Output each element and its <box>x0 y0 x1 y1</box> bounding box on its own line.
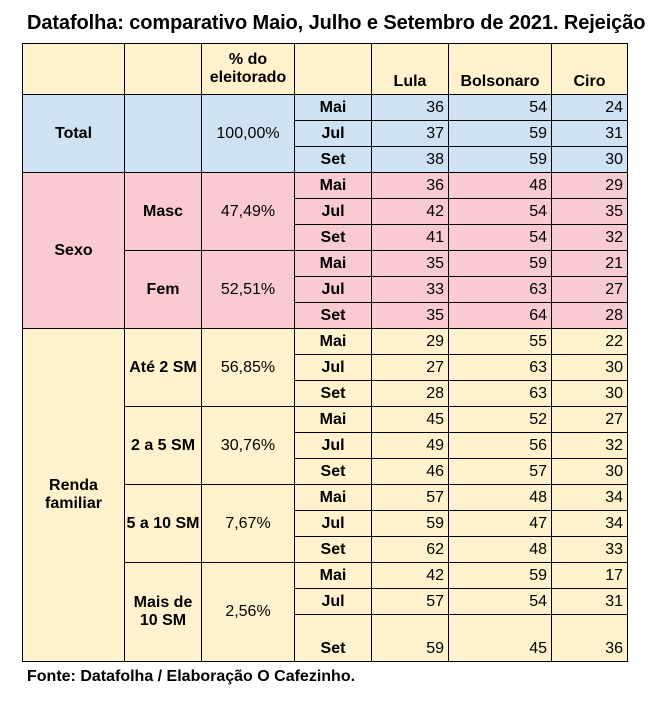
value-bolsonaro: 54 <box>449 199 552 225</box>
value-bolsonaro: 63 <box>449 355 552 381</box>
value-ciro: 30 <box>552 381 628 407</box>
rejection-table <box>22 43 628 662</box>
period-label: Mai <box>295 563 372 589</box>
period-label: Jul <box>295 121 372 147</box>
subgroup-label: 5 a 10 SM <box>125 485 202 563</box>
value-lula: 42 <box>372 563 449 589</box>
value-lula: 29 <box>372 329 449 355</box>
value-ciro: 36 <box>552 615 628 662</box>
value-lula: 57 <box>372 485 449 511</box>
period-label: Jul <box>295 199 372 225</box>
period-label: Jul <box>295 589 372 615</box>
header-row <box>23 44 628 95</box>
value-lula: 42 <box>372 199 449 225</box>
value-lula: 28 <box>372 381 449 407</box>
header-lula: Lula <box>372 44 449 95</box>
electorate-share: 100,00% <box>202 95 295 173</box>
value-bolsonaro: 59 <box>449 563 552 589</box>
value-bolsonaro: 64 <box>449 303 552 329</box>
value-bolsonaro: 48 <box>449 485 552 511</box>
period-label: Mai <box>295 251 372 277</box>
value-lula: 36 <box>372 95 449 121</box>
value-bolsonaro: 45 <box>449 615 552 662</box>
period-label: Jul <box>295 355 372 381</box>
period-label: Set <box>295 459 372 485</box>
table-row <box>23 173 628 199</box>
period-label: Set <box>295 381 372 407</box>
period-label: Jul <box>295 433 372 459</box>
subgroup-label: Até 2 SM <box>125 329 202 407</box>
value-bolsonaro: 59 <box>449 251 552 277</box>
subgroup-label <box>125 95 202 173</box>
source-note: Fonte: Datafolha / Elaboração O Cafezinho. <box>27 668 356 685</box>
value-ciro: 29 <box>552 173 628 199</box>
electorate-share: 56,85% <box>202 329 295 407</box>
value-bolsonaro: 47 <box>449 511 552 537</box>
value-ciro: 27 <box>552 407 628 433</box>
group-label-renda-familiar: Renda familiar <box>23 329 125 662</box>
value-lula: 37 <box>372 121 449 147</box>
value-ciro: 31 <box>552 589 628 615</box>
electorate-share: 30,76% <box>202 407 295 485</box>
value-ciro: 24 <box>552 95 628 121</box>
header-period <box>295 44 372 95</box>
header-ciro: Ciro <box>552 44 628 95</box>
value-lula: 59 <box>372 511 449 537</box>
period-label: Set <box>295 303 372 329</box>
subgroup-label: Fem <box>125 251 202 329</box>
value-ciro: 32 <box>552 433 628 459</box>
value-ciro: 31 <box>552 121 628 147</box>
value-bolsonaro: 48 <box>449 537 552 563</box>
period-label: Jul <box>295 277 372 303</box>
period-label: Set <box>295 225 372 251</box>
value-bolsonaro: 52 <box>449 407 552 433</box>
electorate-share: 7,67% <box>202 485 295 563</box>
value-ciro: 34 <box>552 485 628 511</box>
group-label-sexo: Sexo <box>23 173 125 329</box>
value-lula: 41 <box>372 225 449 251</box>
period-label: Set <box>295 537 372 563</box>
period-label: Mai <box>295 485 372 511</box>
chart-title: Datafolha: comparativo Maio, Julho e Setembro de 2021. Rejeição <box>27 12 646 34</box>
period-label: Set <box>295 147 372 173</box>
subgroup-label: Mais de 10 SM <box>125 563 202 662</box>
subgroup-label: Masc <box>125 173 202 251</box>
value-bolsonaro: 55 <box>449 329 552 355</box>
period-label: Mai <box>295 407 372 433</box>
value-bolsonaro: 59 <box>449 121 552 147</box>
value-ciro: 17 <box>552 563 628 589</box>
value-bolsonaro: 59 <box>449 147 552 173</box>
value-ciro: 30 <box>552 355 628 381</box>
value-ciro: 35 <box>552 199 628 225</box>
value-lula: 46 <box>372 459 449 485</box>
value-lula: 59 <box>372 615 449 662</box>
period-label: Set <box>295 615 372 662</box>
value-bolsonaro: 48 <box>449 173 552 199</box>
period-label: Mai <box>295 329 372 355</box>
value-lula: 45 <box>372 407 449 433</box>
value-lula: 36 <box>372 173 449 199</box>
value-lula: 27 <box>372 355 449 381</box>
value-lula: 35 <box>372 251 449 277</box>
table-row <box>23 95 628 121</box>
value-lula: 38 <box>372 147 449 173</box>
subgroup-label: 2 a 5 SM <box>125 407 202 485</box>
electorate-share: 47,49% <box>202 173 295 251</box>
header-electorate: % do eleitorado <box>202 44 295 95</box>
value-bolsonaro: 54 <box>449 589 552 615</box>
header-subgroup <box>125 44 202 95</box>
value-bolsonaro: 54 <box>449 95 552 121</box>
value-ciro: 30 <box>552 459 628 485</box>
value-ciro: 32 <box>552 225 628 251</box>
value-lula: 49 <box>372 433 449 459</box>
value-lula: 62 <box>372 537 449 563</box>
value-bolsonaro: 54 <box>449 225 552 251</box>
value-ciro: 34 <box>552 511 628 537</box>
value-lula: 33 <box>372 277 449 303</box>
value-ciro: 30 <box>552 147 628 173</box>
value-bolsonaro: 57 <box>449 459 552 485</box>
value-bolsonaro: 56 <box>449 433 552 459</box>
value-bolsonaro: 63 <box>449 277 552 303</box>
header-group <box>23 44 125 95</box>
period-label: Mai <box>295 173 372 199</box>
header-bolsonaro: Bolsonaro <box>449 44 552 95</box>
value-lula: 35 <box>372 303 449 329</box>
period-label: Mai <box>295 95 372 121</box>
value-bolsonaro: 63 <box>449 381 552 407</box>
value-ciro: 22 <box>552 329 628 355</box>
value-ciro: 27 <box>552 277 628 303</box>
table-row <box>23 329 628 355</box>
value-ciro: 33 <box>552 537 628 563</box>
table-body <box>23 95 628 662</box>
value-lula: 57 <box>372 589 449 615</box>
value-ciro: 28 <box>552 303 628 329</box>
group-label-total: Total <box>23 95 125 173</box>
electorate-share: 2,56% <box>202 563 295 662</box>
value-ciro: 21 <box>552 251 628 277</box>
electorate-share: 52,51% <box>202 251 295 329</box>
period-label: Jul <box>295 511 372 537</box>
